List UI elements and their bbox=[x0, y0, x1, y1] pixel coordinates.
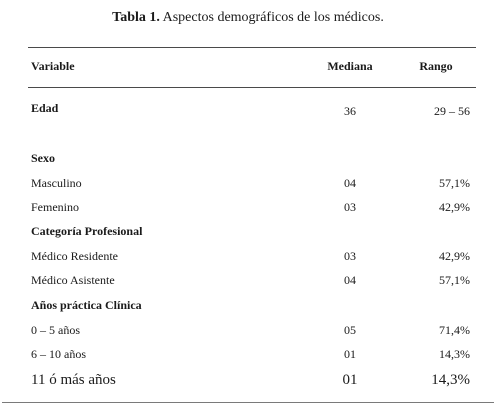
section-sexo: Sexo bbox=[31, 151, 55, 165]
row-6-10-anos-variable: 6 – 10 años bbox=[31, 347, 86, 361]
row-medico-asistente-variable: Médico Asistente bbox=[31, 273, 115, 287]
row-femenino-variable: Femenino bbox=[31, 200, 79, 214]
row-11-mas-anos-median: 01 bbox=[342, 372, 358, 388]
header-median: Mediana bbox=[327, 59, 373, 73]
row-11-mas-anos-variable: 11 ó más años bbox=[31, 372, 116, 388]
row-medico-residente-median: 03 bbox=[344, 249, 356, 263]
header-rule bbox=[28, 87, 476, 88]
header-range: Rango bbox=[419, 59, 453, 73]
row-0-5-anos-variable: 0 – 5 años bbox=[31, 323, 80, 337]
table-caption-text: Aspectos demográficos de los médicos. bbox=[159, 10, 384, 25]
section-anos-practica-clinica: Años práctica Clínica bbox=[31, 298, 142, 312]
section-categoria-profesional: Categoría Profesional bbox=[31, 224, 143, 238]
row-0-5-anos-median: 05 bbox=[344, 323, 356, 337]
row-medico-asistente-median: 04 bbox=[344, 273, 356, 287]
table-top-rule bbox=[28, 47, 476, 48]
row-6-10-anos-median: 01 bbox=[344, 347, 356, 361]
header-variable: Variable bbox=[31, 59, 75, 73]
row-femenino-range: 42,9% bbox=[439, 200, 470, 214]
row-masculino-median: 04 bbox=[344, 176, 356, 190]
table-bottom-rule bbox=[2, 402, 494, 403]
row-masculino-variable: Masculino bbox=[31, 176, 82, 190]
row-femenino-median: 03 bbox=[344, 200, 356, 214]
row-medico-asistente-range: 57,1% bbox=[439, 273, 470, 287]
row-6-10-anos-range: 14,3% bbox=[439, 347, 470, 361]
row-0-5-anos-range: 71,4% bbox=[439, 323, 470, 337]
row-masculino-range: 57,1% bbox=[439, 176, 470, 190]
table-caption bbox=[0, 9, 496, 27]
row-11-mas-anos-range: 14,3% bbox=[431, 372, 470, 388]
row-edad-range: 29 – 56 bbox=[434, 104, 470, 118]
row-edad-variable: Edad bbox=[31, 101, 59, 115]
row-edad-median: 36 bbox=[344, 104, 356, 118]
row-medico-residente-variable: Médico Residente bbox=[31, 249, 118, 263]
row-medico-residente-range: 42,9% bbox=[439, 249, 470, 263]
table-caption-label: Tabla 1. bbox=[112, 10, 160, 25]
